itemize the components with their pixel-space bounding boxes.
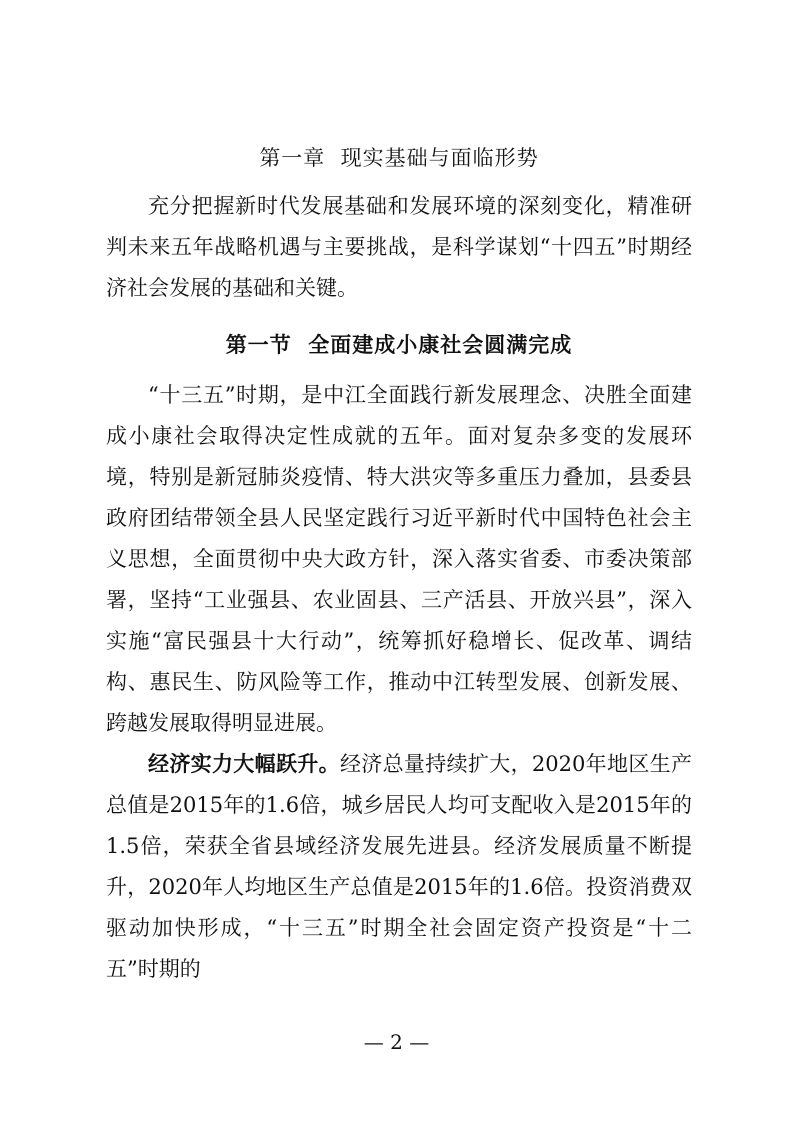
body-paragraph: “十三五”时期，是中江全面践行新发展理念、决胜全面建成小康社会取得决定性成就的五年。面对复杂多变的发展环境，特别是新冠肺炎疫情、特大洪灾等多重压力叠加，县委县政府团结带领全县人民坚定践行习近平新时代中国特色社会主义思想，全面贯彻中央大政方针，深入落实省委、市委决策部署，坚持“工业强县、农业固县、三产活县、开放兴县”，深入实施“富民强县十大行动”，统筹抓好稳增长、促改革、调结构、惠民生、防风险等工作，推动中江转型发展、创新发展、跨越发展取得明显进展。 [106, 383, 692, 735]
growth-paragraph [106, 744, 692, 990]
chapter-title: 第一章 现实基础与面临形势 [259, 146, 539, 170]
page-content [106, 142, 692, 990]
intro-paragraph: 充分把握新时代发展基础和发展环境的深刻变化，精准研判未来五年战略机遇与主要挑战，是科学谋划“十四五”时期经济社会发展的基础和关键。 [106, 194, 692, 300]
section-title: 第一节 全面建成小康社会圆满完成 [225, 333, 573, 357]
paragraph-lead-heading: 经济实力大幅跃升。 [148, 752, 340, 776]
page-number: — 2 — [363, 1030, 430, 1054]
paragraph-body-text: 经济总量持续扩大，2020年地区生产总值是2015年的1.6倍，城乡居民人均可支配收入是2015年的1.5倍，荣获全省县域经济发展先进县。经济发展质量不断提升，2020年人均地区生产总值是2015年的1.6倍。投资消费双驱动加快形成，“十三五”时期全社会固定资产投资是“十二五”时期的 [106, 752, 692, 981]
